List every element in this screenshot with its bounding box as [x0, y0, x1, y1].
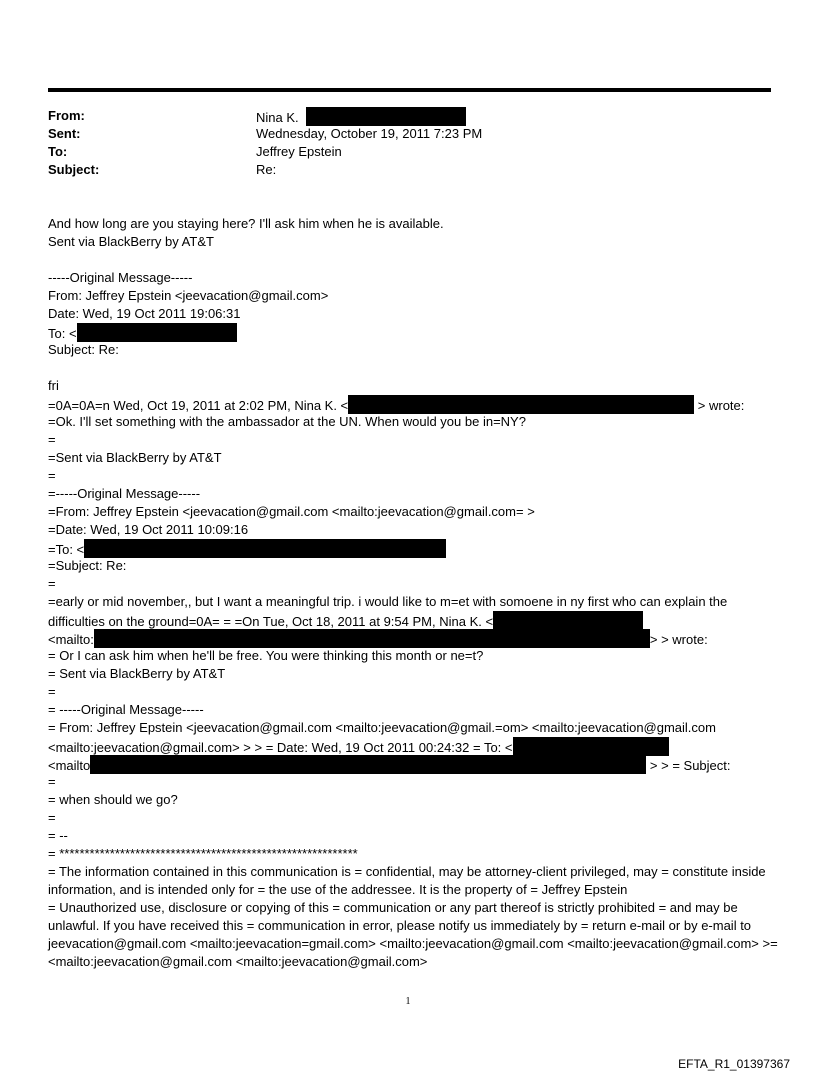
- redaction-box: [90, 755, 646, 774]
- disclaimer-paragraph: = Unauthorized use, disclosure or copying of this = communication or any part thereof is strictly prohibited = and may be unlawful. If you have received this = communication in error, please notify us immediately by = return e-mail or by e-mail to jeevacation@gmail.com <mailto:jeevacation=gmail.com> <mailto:jeevacation@gmail.com <mailto:jeevacation@gmail.com> >= <mailto:jeevacation@gmail.com <mailto:jeevacation@gmail.com>: [48, 900, 778, 969]
- body-line: =: [48, 576, 56, 591]
- body-line: And how long are you staying here? I'll ask him when he is available.: [48, 216, 444, 231]
- body-line: =To: <: [48, 539, 778, 557]
- body-line: = Sent via BlackBerry by AT&T: [48, 666, 226, 681]
- body-line: =Subject: Re:: [48, 558, 127, 573]
- body-line: =-----Original Message-----: [48, 486, 201, 501]
- redaction-box: [84, 539, 446, 558]
- body-line: Subject: Re:: [48, 342, 119, 357]
- body-line: fri: [48, 378, 59, 393]
- header-rule: [48, 88, 771, 92]
- body-line: <mailto > > = Subject:: [48, 755, 778, 773]
- sent-label: Sent:: [48, 126, 81, 141]
- sent-value: Wednesday, October 19, 2011 7:23 PM: [256, 126, 483, 141]
- body-line: difficulties on the ground=0A= = =On Tue, Oct 18, 2011 at 9:54 PM, Nina K. <: [48, 611, 778, 629]
- body-line: =: [48, 468, 56, 483]
- body-line: = --: [48, 828, 68, 843]
- body-line: = Or I can ask him when he'll be free. You were thinking this month or ne=t?: [48, 648, 484, 663]
- to-value: Jeffrey Epstein: [256, 144, 342, 159]
- disclaimer-paragraph: = The information contained in this communication is = confidential, may be attorney-client privileged, may = constitute inside information, and is intended only for = the use of the addressee. It is the property of = Jeffrey Epstein: [48, 864, 766, 897]
- body-line: =From: Jeffrey Epstein <jeevacation@gmail.com <mailto:jeevacation@gmail.com= >: [48, 504, 535, 519]
- to-label: To:: [48, 144, 68, 159]
- redaction-box: [77, 323, 237, 342]
- page-number: 1: [405, 996, 411, 1007]
- redaction-box: [306, 107, 466, 126]
- body-line: = when should we go?: [48, 792, 178, 807]
- body-line: =early or mid november,, but I want a meaningful trip. i would like to m=et with somoene in ny first who can explain the: [48, 594, 728, 609]
- body-line: = ***********************************************************: [48, 846, 358, 861]
- body-line: = -----Original Message-----: [48, 702, 204, 717]
- body-line: =0A=0A=n Wed, Oct 19, 2011 at 2:02 PM, Nina K. < > wrote:: [48, 395, 778, 413]
- redaction-box: [493, 611, 643, 630]
- body-line: =: [48, 810, 56, 825]
- body-line: =: [48, 432, 56, 447]
- body-line: Date: Wed, 19 Oct 2011 19:06:31: [48, 306, 241, 321]
- redaction-box: [348, 395, 694, 414]
- subject-label: Subject:: [48, 162, 100, 177]
- body-line: =Ok. I'll set something with the ambassador at the UN. When would you be in=NY?: [48, 414, 526, 429]
- body-line: =Date: Wed, 19 Oct 2011 10:09:16: [48, 522, 249, 537]
- body-line: Sent via BlackBerry by AT&T: [48, 234, 214, 249]
- body-line: =Sent via BlackBerry by AT&T: [48, 450, 222, 465]
- body-line: =: [48, 774, 56, 789]
- body-line: From: Jeffrey Epstein <jeevacation@gmail.com>: [48, 288, 329, 303]
- email-body: [48, 215, 778, 971]
- body-line: = From: Jeffrey Epstein <jeevacation@gmail.com <mailto:jeevacation@gmail.=om> <mailto:jeevacation@gmail.com: [48, 720, 716, 735]
- body-line: =: [48, 684, 56, 699]
- body-line: To: <: [48, 323, 778, 341]
- redaction-box: [513, 737, 669, 756]
- subject-value: Re:: [256, 162, 277, 177]
- redaction-box: [94, 629, 650, 648]
- document-id: EFTA_R1_01397367: [678, 1057, 790, 1071]
- body-line: -----Original Message-----: [48, 270, 193, 285]
- body-line: <mailto:jeevacation@gmail.com> > > = Date: Wed, 19 Oct 2011 00:24:32 = To: <: [48, 737, 778, 755]
- from-value: Nina K.: [256, 107, 466, 127]
- from-label: From:: [48, 108, 85, 123]
- body-line: <mailto: > > wrote:: [48, 629, 778, 647]
